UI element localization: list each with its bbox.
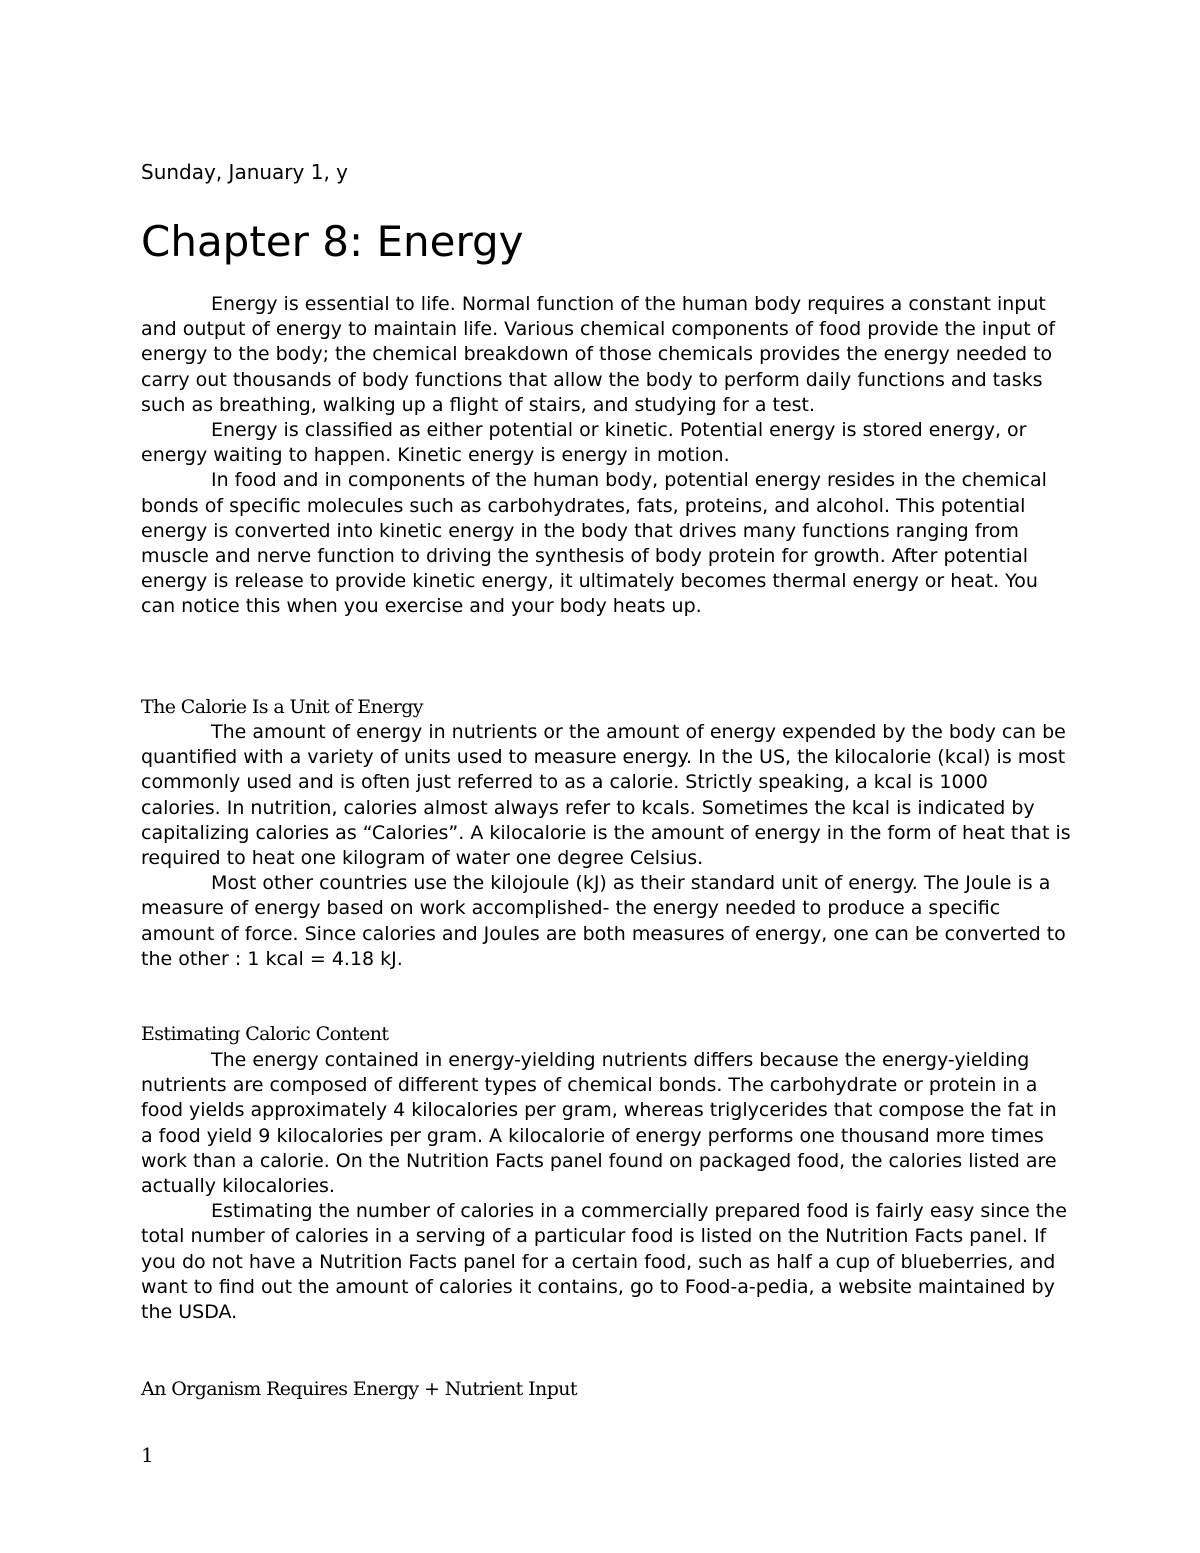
paragraph: Estimating the number of calories in a commercially prepared food is fairly easy since the total number of calories in a serving of a particular food is listed on the Nutrition Facts panel. If you do not have a Nutrition Facts panel for a certain food, such as half a cup of blueberries, and want to find out the amount of calories it contains, go to Food-a-pedia, a website maintained by the USDA. (141, 1200, 1067, 1324)
section-heading: The Calorie Is a Unit of Energy (141, 696, 423, 718)
page-number: 1 (141, 1443, 154, 1467)
section-text (141, 720, 1071, 972)
paragraph: Most other countries use the kilojoule (kJ) as their standard unit of energy. The Joule is a measure of energy based on work accomplished- the energy needed to produce a specific amount of force. Since calories and Joules are both measures of energy, one can be converted to the other : 1 kcal = 4.18 kJ. (141, 872, 1066, 970)
document-page (141, 0, 1071, 1553)
paragraph: The energy contained in energy-yielding nutrients differs because the energy-yielding nutrients are composed of different types of chemical bonds. The carbohydrate or protein in a food yields approximately 4 kilocalories per gram, whereas triglycerides that compose the fat in a food yield 9 kilocalories per gram. A kilocalorie of energy performs one thousand more times work than a calorie. On the Nutrition Facts panel found on packaged food, the calories listed are actually kilocalories. (141, 1049, 1057, 1198)
section-text (141, 1048, 1071, 1325)
section-heading: Estimating Caloric Content (141, 1023, 389, 1045)
paragraph: In food and in components of the human body, potential energy resides in the chemical bonds of specific molecules such as carbohydrates, fats, proteins, and alcohol. This potential energy is converted into kinetic energy in the body that drives many functions ranging from muscle and nerve function to driving the synthesis of body protein for growth. After potential energy is release to provide kinetic energy, it ultimately becomes thermal energy or heat. You can notice this when you exercise and your body heats up. (141, 469, 1047, 618)
intro-text (141, 292, 1071, 620)
paragraph: Energy is essential to life. Normal function of the human body requires a constant input and output of energy to maintain life. Various chemical components of food provide the input of energy to the body; the chemical breakdown of those chemicals provides the energy needed to carry out thousands of body functions that allow the body to perform daily functions and tasks such as breathing, walking up a flight of stairs, and studying for a test. (141, 293, 1056, 416)
document-date: Sunday, January 1, y (141, 160, 349, 184)
chapter-title: Chapter 8: Energy (141, 217, 524, 266)
paragraph: The amount of energy in nutrients or the amount of energy expended by the body can be quantified with a variety of units used to measure energy. In the US, the kilocalorie (kcal) is most commonly used and is often just referred to as a calorie. Strictly speaking, a kcal is 1000 calories. In nutrition, calories almost always refer to kcals. Sometimes the kcal is indicated by capitalizing calories as “Calories”. A kilocalorie is the amount of energy in the form of heat that is required to heat one kilogram of water one degree Celsius. (141, 721, 1071, 870)
section-heading: An Organism Requires Energy + Nutrient Input (141, 1378, 577, 1400)
paragraph: Energy is classified as either potential or kinetic. Potential energy is stored energy, or energy waiting to happen. Kinetic energy is energy in motion. (141, 419, 1027, 467)
